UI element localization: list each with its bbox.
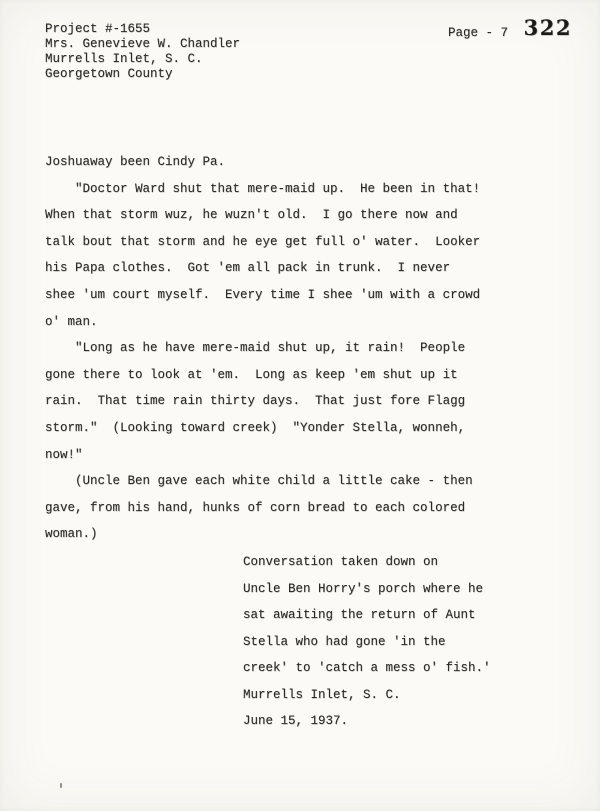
attribution-line: June 15, 1937. bbox=[243, 714, 349, 728]
body-line: storm." (Looking toward creek) "Yonder Stella, wonneh, bbox=[45, 420, 466, 435]
header-line: Project #-1655 bbox=[45, 22, 151, 36]
document-header-right bbox=[420, 0, 600, 60]
body-line: When that storm wuz, he wuzn't old. I go there now and bbox=[45, 208, 458, 223]
header-line: Georgetown County bbox=[45, 67, 173, 81]
body-line: his Papa clothes. Got 'em all pack in trunk. I never bbox=[45, 261, 451, 276]
body-line: o' man. bbox=[45, 314, 98, 329]
body-line: (Uncle Ben gave each white child a little cake - then bbox=[45, 474, 473, 489]
body-line: shee 'um court myself. Every time I shee 'um with a crowd bbox=[45, 287, 481, 302]
attribution-block bbox=[243, 549, 491, 735]
page-number-label: Page - 7 bbox=[448, 26, 509, 40]
attribution-line: Stella who had gone 'in the bbox=[243, 634, 446, 649]
document-header bbox=[45, 22, 240, 82]
body-line: talk bout that storm and he eye get full o' water. Looker bbox=[45, 234, 481, 249]
attribution-line: Conversation taken down on bbox=[243, 555, 439, 569]
body-line: now!" bbox=[45, 447, 83, 462]
body-line: gave, from his hand, hunks of corn bread to each colored bbox=[45, 500, 466, 515]
attribution-line: sat awaiting the return of Aunt bbox=[243, 608, 476, 622]
body-line: gone there to look at 'em. Long as keep 'em shut up it bbox=[45, 367, 458, 382]
attribution-line: creek' to 'catch a mess o' fish.' bbox=[243, 661, 491, 675]
body-line: "Doctor Ward shut that mere-maid up. He been in that! bbox=[45, 181, 481, 196]
attribution-line: Uncle Ben Horry's porch where he bbox=[243, 581, 484, 596]
header-line: Murrells Inlet, S. C. bbox=[45, 52, 203, 66]
body-line: woman.) bbox=[45, 527, 98, 542]
scan-speck bbox=[60, 783, 62, 788]
attribution-line: Murrells Inlet, S. C. bbox=[243, 687, 401, 702]
body-line: rain. That time rain thirty days. That just fore Flagg bbox=[45, 394, 466, 409]
body-text bbox=[45, 149, 480, 548]
body-line: Joshuaway been Cindy Pa. bbox=[45, 155, 226, 169]
stamp-number: 322 bbox=[523, 15, 572, 40]
header-line: Mrs. Genevieve W. Chandler bbox=[45, 37, 241, 51]
body-line: "Long as he have mere-maid shut up, it rain! People bbox=[45, 341, 466, 356]
